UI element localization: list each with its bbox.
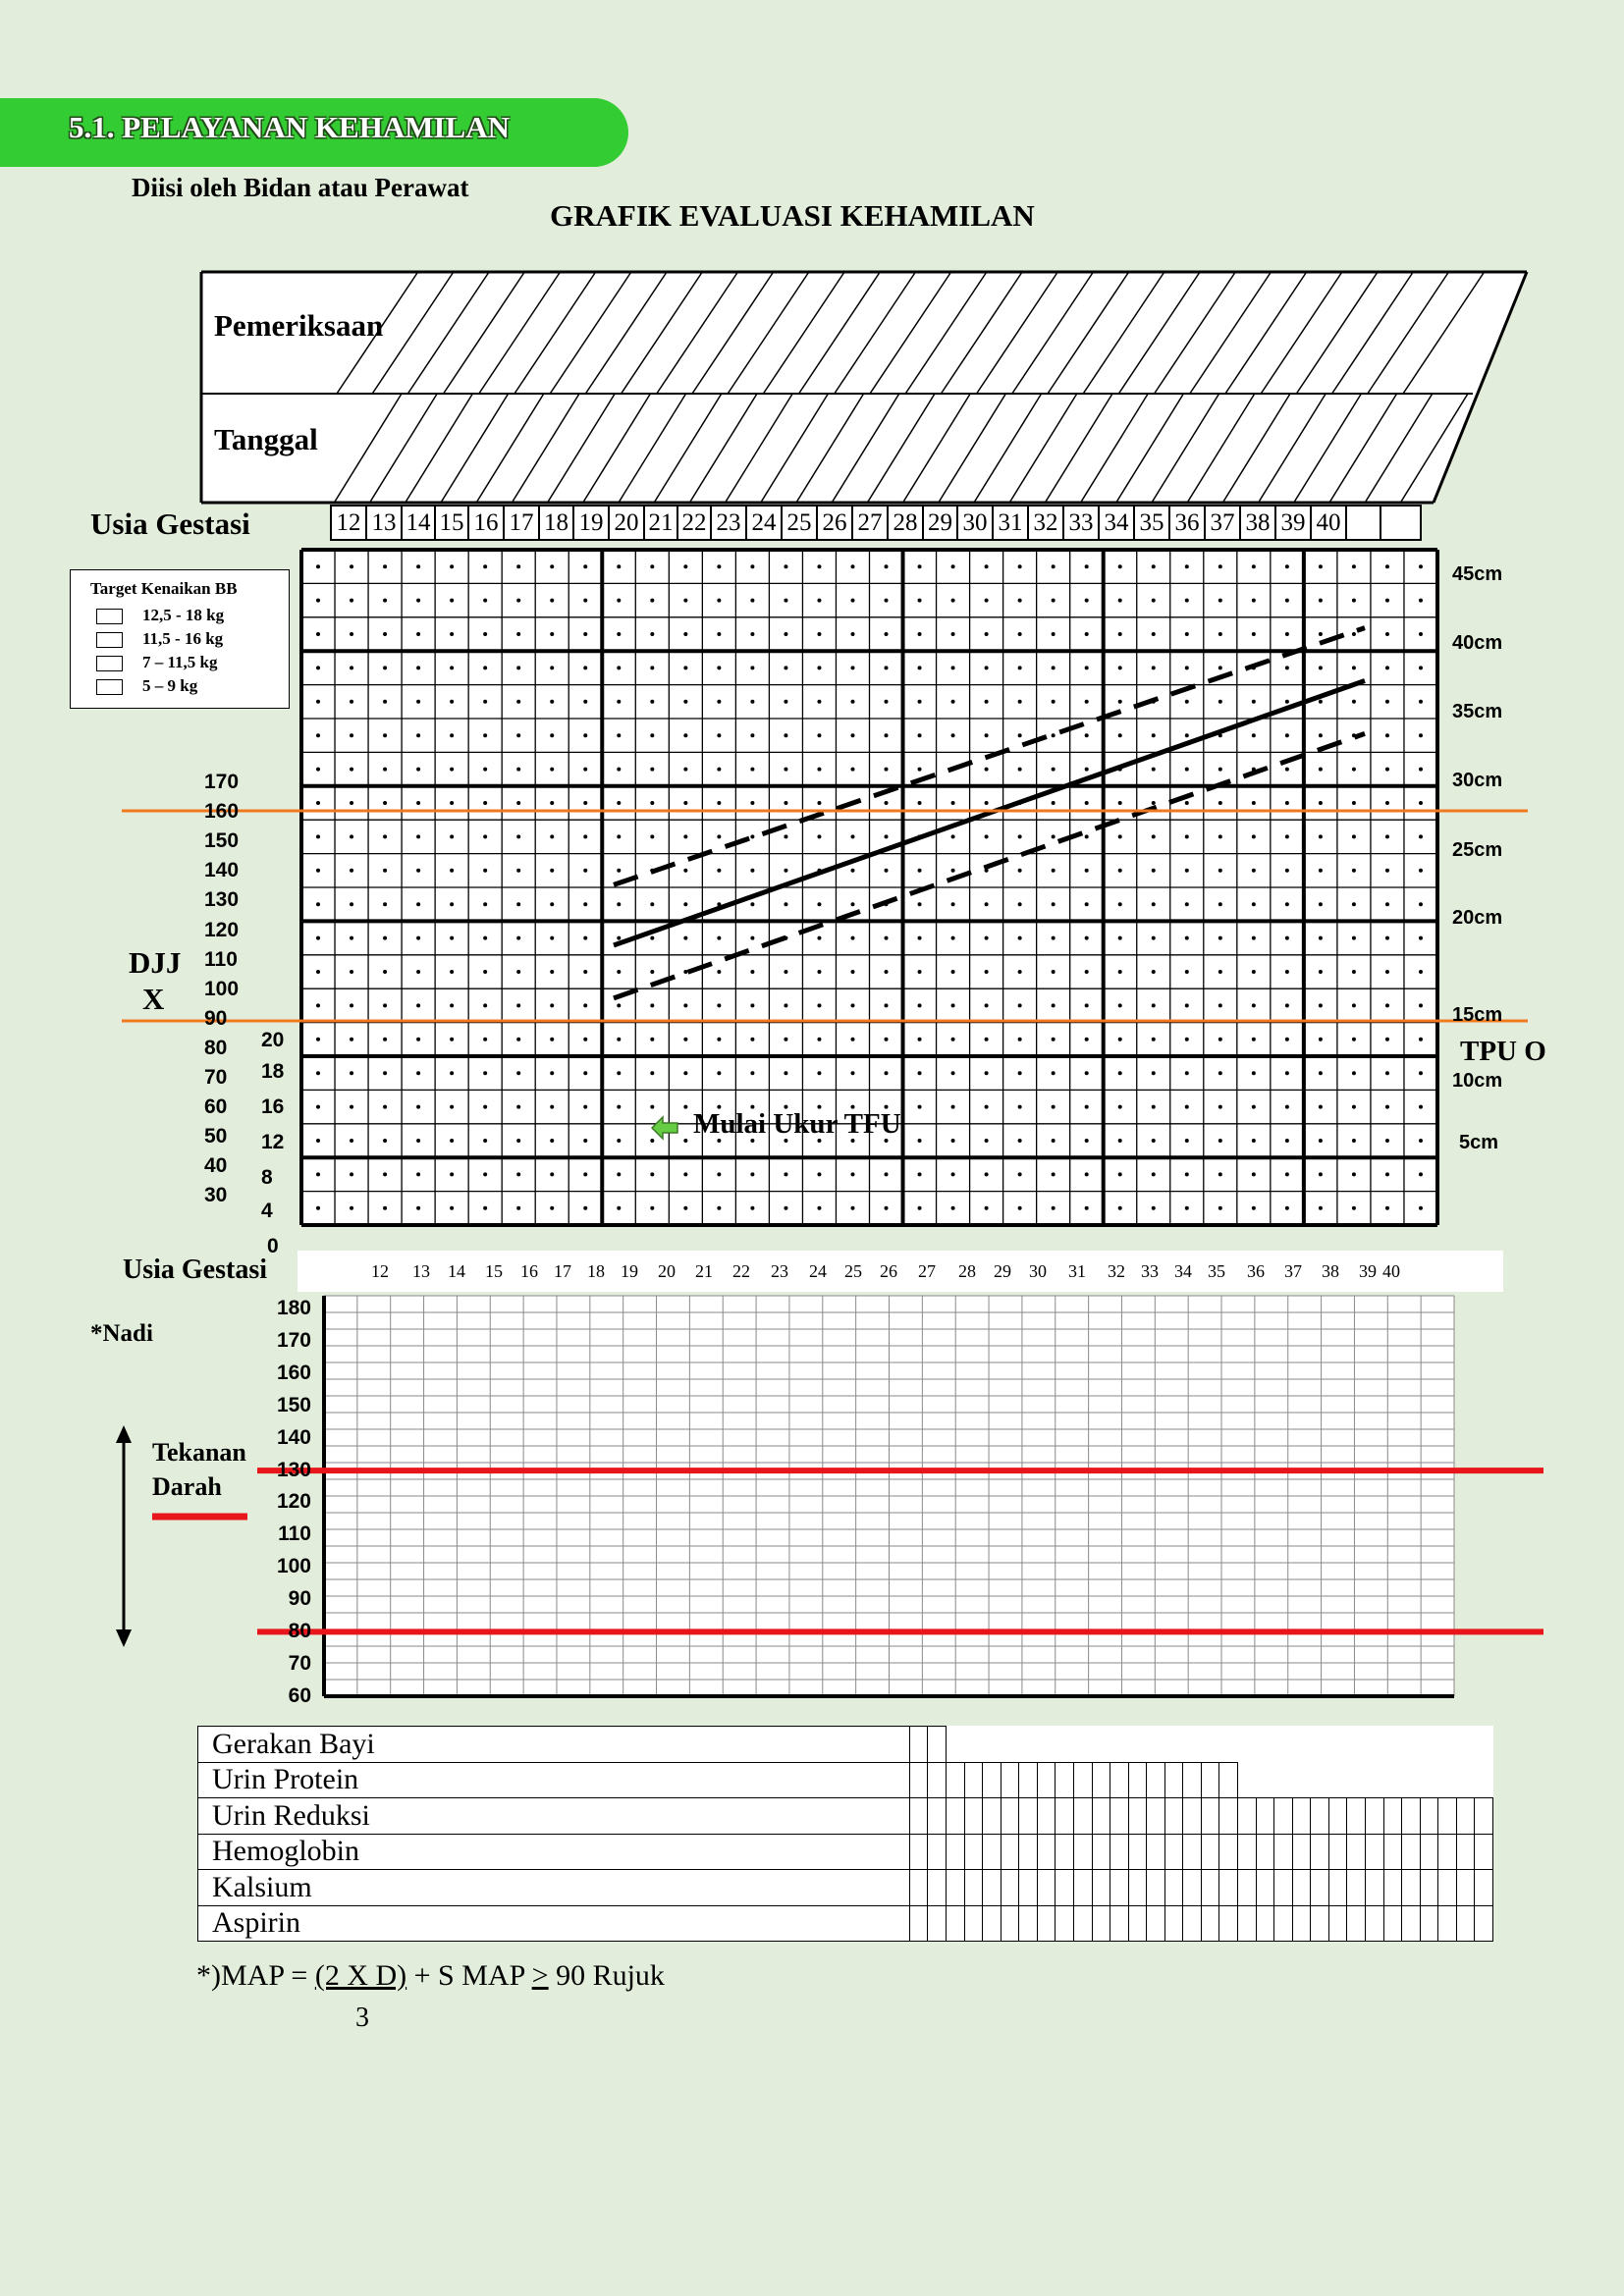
- gestation-week-cell: 16: [467, 505, 505, 541]
- pulse-label: *Nadi: [90, 1320, 153, 1347]
- gestation-week-cell: 24: [745, 505, 783, 541]
- check-cell[interactable]: [1219, 1834, 1238, 1870]
- check-cell[interactable]: [1128, 1762, 1147, 1798]
- gestation-week-cell: 22: [677, 505, 712, 541]
- check-cell[interactable]: [1019, 1762, 1038, 1798]
- check-cell[interactable]: [1056, 1834, 1074, 1870]
- check-cell[interactable]: [1219, 1905, 1238, 1942]
- tfu-tick: 15cm: [1452, 1004, 1503, 1026]
- check-cell[interactable]: [1456, 1798, 1475, 1835]
- check-cell[interactable]: [1056, 1762, 1074, 1798]
- gestation-week-label: 14: [448, 1261, 465, 1281]
- gestation-week-cell: 37: [1204, 505, 1241, 541]
- check-cell[interactable]: [983, 1870, 1001, 1906]
- check-cell[interactable]: [964, 1762, 983, 1798]
- gestation-week-cell: 14: [401, 505, 436, 541]
- check-cell[interactable]: [1402, 1834, 1421, 1870]
- gestation-week-label: 32: [1108, 1261, 1125, 1281]
- gestation-week-cell: 29: [922, 505, 958, 541]
- djj-tick: 160: [204, 800, 240, 824]
- check-cell[interactable]: [1201, 1870, 1219, 1906]
- djj-marker-label: X: [142, 982, 165, 1016]
- gestation-week-label: 30: [1029, 1261, 1047, 1281]
- check-cell[interactable]: [1056, 1798, 1074, 1835]
- djj-tick: 50: [204, 1125, 228, 1148]
- check-cell[interactable]: [1128, 1870, 1147, 1906]
- check-cell[interactable]: [1311, 1905, 1329, 1942]
- check-cell[interactable]: [1164, 1870, 1183, 1906]
- bp-tick: 110: [278, 1522, 311, 1546]
- check-cell[interactable]: [1037, 1905, 1056, 1942]
- gestation-week-label: 22: [732, 1261, 750, 1281]
- check-cell[interactable]: [1365, 1798, 1383, 1835]
- check-cell[interactable]: [947, 1798, 965, 1835]
- gestation-week-label: 28: [958, 1261, 976, 1281]
- gestation-week-cell: 34: [1098, 505, 1135, 541]
- gestation-week-label: 39: [1359, 1261, 1377, 1281]
- check-row-label: Urin Reduksi: [198, 1798, 910, 1835]
- check-cell[interactable]: [1475, 1905, 1493, 1942]
- check-cell[interactable]: [1183, 1762, 1202, 1798]
- djj-tick: 70: [204, 1066, 228, 1089]
- check-cell[interactable]: [1420, 1798, 1438, 1835]
- bp-tick: 100: [276, 1555, 311, 1578]
- gestation-week-cell: 13: [365, 505, 403, 541]
- check-cell[interactable]: [928, 1762, 947, 1798]
- gestation-week-cell: 31: [992, 505, 1029, 541]
- check-cell[interactable]: [1073, 1762, 1092, 1798]
- check-cell[interactable]: [1292, 1905, 1311, 1942]
- gestation-week-cell: 18: [538, 505, 574, 541]
- check-cell[interactable]: [1438, 1870, 1457, 1906]
- check-cell[interactable]: [1092, 1798, 1110, 1835]
- check-cell[interactable]: [964, 1798, 983, 1835]
- check-cell[interactable]: [1347, 1870, 1366, 1906]
- check-cell[interactable]: [928, 1798, 947, 1835]
- gestation-week-label: 37: [1284, 1261, 1302, 1281]
- check-cell[interactable]: [1001, 1762, 1019, 1798]
- section-title: 5.1. PELAYANAN KEHAMILAN: [69, 110, 510, 144]
- check-row: [198, 1834, 1493, 1870]
- check-cell[interactable]: [1238, 1798, 1257, 1835]
- check-cell[interactable]: [983, 1798, 1001, 1835]
- check-cell[interactable]: [1311, 1870, 1329, 1906]
- gestation-week-cell: 33: [1062, 505, 1100, 541]
- map-formula: *)MAP = (2 X D) + S MAP > 90 Rujuk: [196, 1959, 665, 1992]
- weight-tick: 12: [261, 1131, 285, 1153]
- gestation-week-cell: 39: [1274, 505, 1312, 541]
- bp-tick: 150: [276, 1393, 311, 1416]
- check-cell[interactable]: [1037, 1798, 1056, 1835]
- gestation-label: Usia Gestasi: [90, 507, 250, 541]
- tfu-tick: 20cm: [1452, 907, 1503, 929]
- gestation-week-label: 26: [880, 1261, 897, 1281]
- djj-tick: 120: [204, 918, 240, 941]
- check-cell[interactable]: [1383, 1834, 1402, 1870]
- check-cell[interactable]: [1365, 1834, 1383, 1870]
- check-cell[interactable]: [928, 1834, 947, 1870]
- check-cell[interactable]: [1037, 1834, 1056, 1870]
- check-row-label: Kalsium: [198, 1870, 910, 1906]
- check-cell[interactable]: [1201, 1798, 1219, 1835]
- gestation-week-cell: 20: [608, 505, 645, 541]
- weight-tick: 4: [261, 1200, 273, 1222]
- djj-tick: 40: [204, 1154, 228, 1178]
- check-cell[interactable]: [1456, 1905, 1475, 1942]
- check-cell[interactable]: [1438, 1905, 1457, 1942]
- gestation-week-label: 25: [844, 1261, 862, 1281]
- gestation-week-label: 13: [412, 1261, 430, 1281]
- check-cell[interactable]: [1092, 1762, 1110, 1798]
- tfu-tick: 10cm: [1452, 1070, 1503, 1092]
- gestation-week-cell: 26: [816, 505, 853, 541]
- check-cell[interactable]: [1128, 1798, 1147, 1835]
- check-cell[interactable]: [1402, 1870, 1421, 1906]
- check-cell[interactable]: [1183, 1798, 1202, 1835]
- check-cell[interactable]: [947, 1834, 965, 1870]
- check-cell[interactable]: [1147, 1762, 1165, 1798]
- check-cell[interactable]: [1420, 1834, 1438, 1870]
- check-cell[interactable]: [1183, 1905, 1202, 1942]
- bp-tick: 90: [288, 1587, 311, 1611]
- check-cell[interactable]: [1110, 1798, 1129, 1835]
- tfu-start-note: Mulai Ukur TFU: [693, 1108, 901, 1140]
- tfu-tick: 45cm: [1452, 563, 1503, 585]
- check-cell[interactable]: [1420, 1905, 1438, 1942]
- check-cell[interactable]: [928, 1905, 947, 1942]
- page-title: GRAFIK EVALUASI KEHAMILAN: [550, 198, 1035, 233]
- gestation-week-label: 27: [918, 1261, 936, 1281]
- check-cell[interactable]: [1037, 1870, 1056, 1906]
- check-cell[interactable]: [909, 1870, 928, 1906]
- check-cell[interactable]: [909, 1834, 928, 1870]
- gestation-week-cell: 38: [1239, 505, 1276, 541]
- gestation-week-label: 38: [1322, 1261, 1339, 1281]
- check-row: [198, 1762, 1493, 1798]
- djj-tick: 110: [204, 947, 238, 971]
- check-row-label: Gerakan Bayi: [198, 1727, 910, 1763]
- check-cell[interactable]: [1110, 1870, 1129, 1906]
- check-cell[interactable]: [1347, 1905, 1366, 1942]
- check-cell[interactable]: [1256, 1870, 1274, 1906]
- check-cell[interactable]: [964, 1905, 983, 1942]
- legend-item: 5 – 9 kg: [96, 676, 197, 696]
- check-cell[interactable]: [964, 1834, 983, 1870]
- check-cell[interactable]: [964, 1870, 983, 1906]
- gestation-week-cell: 23: [710, 505, 747, 541]
- gestation-week-cell: 12: [330, 505, 367, 541]
- check-cell[interactable]: [1274, 1905, 1293, 1942]
- check-cell[interactable]: [1219, 1762, 1238, 1798]
- check-cell[interactable]: [983, 1762, 1001, 1798]
- check-cell[interactable]: [1328, 1905, 1347, 1942]
- bp-label-line2: Darah: [152, 1472, 222, 1501]
- weight-tick: 0: [267, 1235, 279, 1257]
- check-row-label: Aspirin: [198, 1905, 910, 1942]
- check-cell[interactable]: [1110, 1762, 1129, 1798]
- check-cell[interactable]: [1001, 1870, 1019, 1906]
- date-label: Tanggal: [214, 422, 318, 456]
- djj-tick: 100: [204, 977, 240, 1000]
- check-cell[interactable]: [1073, 1834, 1092, 1870]
- check-cell[interactable]: [1110, 1834, 1129, 1870]
- check-cell[interactable]: [909, 1798, 928, 1835]
- check-cell[interactable]: [1274, 1870, 1293, 1906]
- check-cell[interactable]: [1164, 1905, 1183, 1942]
- check-row: [198, 1905, 1493, 1942]
- check-cell[interactable]: [1219, 1798, 1238, 1835]
- subtitle: Diisi oleh Bidan atau Perawat: [132, 173, 469, 202]
- check-cell[interactable]: [1274, 1798, 1293, 1835]
- check-cell[interactable]: [1383, 1870, 1402, 1906]
- check-cell[interactable]: [1037, 1762, 1056, 1798]
- check-cell[interactable]: [1147, 1905, 1165, 1942]
- check-cell[interactable]: [909, 1905, 928, 1942]
- page-number: 3: [355, 2002, 369, 2033]
- check-cell[interactable]: [1238, 1834, 1257, 1870]
- exam-label: Pemeriksaan: [214, 308, 384, 343]
- check-cell[interactable]: [1292, 1834, 1311, 1870]
- check-cell[interactable]: [1056, 1905, 1074, 1942]
- bp-tick: 140: [276, 1425, 311, 1449]
- check-cell[interactable]: [1147, 1870, 1165, 1906]
- check-cell[interactable]: [1164, 1798, 1183, 1835]
- gestation-week-cell: 17: [503, 505, 540, 541]
- bp-tick: 170: [276, 1328, 311, 1352]
- check-cell[interactable]: [1001, 1905, 1019, 1942]
- check-cell[interactable]: [1456, 1870, 1475, 1906]
- gestation-week-label: 24: [809, 1261, 827, 1281]
- gestation-week-label: 31: [1068, 1261, 1086, 1281]
- gestation-week-cell: 21: [643, 505, 678, 541]
- tfu-tick: 25cm: [1452, 839, 1503, 861]
- check-cell[interactable]: [1019, 1905, 1038, 1942]
- bp-tick: 70: [288, 1651, 311, 1675]
- check-cell[interactable]: [1292, 1798, 1311, 1835]
- bp-tick: 80: [288, 1620, 311, 1642]
- check-cell[interactable]: [1475, 1870, 1493, 1906]
- check-cell[interactable]: [1402, 1905, 1421, 1942]
- weight-tick: 20: [261, 1029, 285, 1051]
- djj-tick: 60: [204, 1095, 228, 1119]
- check-cell[interactable]: [947, 1870, 965, 1906]
- bp-label-line1: Tekanan: [152, 1438, 246, 1467]
- check-cell[interactable]: [1073, 1905, 1092, 1942]
- check-cell[interactable]: [1256, 1834, 1274, 1870]
- check-cell[interactable]: [1147, 1834, 1165, 1870]
- gestation-week-cell: 27: [851, 505, 889, 541]
- checks-table: [197, 1726, 1493, 1942]
- gestation-week-label: 23: [771, 1261, 788, 1281]
- check-cell[interactable]: [1311, 1798, 1329, 1835]
- legend-item: 11,5 - 16 kg: [96, 629, 223, 649]
- check-cell[interactable]: [1311, 1834, 1329, 1870]
- weight-tick: 8: [261, 1166, 273, 1189]
- check-cell[interactable]: [983, 1905, 1001, 1942]
- check-cell[interactable]: [1128, 1905, 1147, 1942]
- bp-tick: 60: [288, 1683, 311, 1707]
- check-cell[interactable]: [1001, 1834, 1019, 1870]
- gestation-week-label: 18: [587, 1261, 605, 1281]
- gestation-week-cell: 15: [434, 505, 469, 541]
- check-cell[interactable]: [1238, 1870, 1257, 1906]
- gestation-week-cell: 36: [1168, 505, 1206, 541]
- bp-tick: 120: [276, 1490, 311, 1514]
- check-cell[interactable]: [1073, 1798, 1092, 1835]
- check-cell[interactable]: [1328, 1870, 1347, 1906]
- djj-tick: 130: [204, 888, 240, 912]
- check-cell[interactable]: [1347, 1834, 1366, 1870]
- check-cell[interactable]: [1420, 1870, 1438, 1906]
- check-cell[interactable]: [1219, 1870, 1238, 1906]
- gestation-label-2: Usia Gestasi: [123, 1255, 267, 1285]
- check-cell[interactable]: [1201, 1905, 1219, 1942]
- check-cell[interactable]: [1274, 1834, 1293, 1870]
- check-cell[interactable]: [1292, 1870, 1311, 1906]
- djj-tick: 140: [204, 859, 240, 882]
- check-cell[interactable]: [1183, 1870, 1202, 1906]
- check-cell[interactable]: [1001, 1798, 1019, 1835]
- gestation-week-label: 16: [520, 1261, 538, 1281]
- legend-title: Target Kenaikan BB: [90, 579, 238, 598]
- tfu-tick: 30cm: [1452, 770, 1503, 791]
- gestation-week-label: 35: [1208, 1261, 1225, 1281]
- check-row: [198, 1870, 1493, 1906]
- bp-tick: 130: [276, 1458, 311, 1481]
- check-cell[interactable]: [1365, 1905, 1383, 1942]
- check-cell[interactable]: [1402, 1798, 1421, 1835]
- check-cell[interactable]: [1438, 1798, 1457, 1835]
- tfu-tick: 5cm: [1459, 1132, 1499, 1153]
- check-cell[interactable]: [1164, 1762, 1183, 1798]
- weight-tick: 16: [261, 1095, 285, 1118]
- gestation-week-cell: 19: [572, 505, 610, 541]
- tfu-tick: 40cm: [1452, 632, 1503, 654]
- check-row: [198, 1798, 1493, 1835]
- check-cell[interactable]: [928, 1870, 947, 1906]
- legend-item: 12,5 - 18 kg: [96, 606, 224, 625]
- djj-tick: 150: [204, 829, 240, 853]
- check-cell[interactable]: [1475, 1798, 1493, 1835]
- check-cell[interactable]: [1183, 1834, 1202, 1870]
- check-cell[interactable]: [1456, 1834, 1475, 1870]
- check-cell[interactable]: [1092, 1905, 1110, 1942]
- check-cell[interactable]: [1365, 1870, 1383, 1906]
- tpu-label: TPU O: [1460, 1036, 1546, 1067]
- check-cell[interactable]: [1256, 1798, 1274, 1835]
- gestation-week-label: 12: [371, 1261, 389, 1281]
- check-cell[interactable]: [947, 1762, 965, 1798]
- bp-tick: 160: [276, 1361, 311, 1384]
- bp-tick: 180: [276, 1297, 311, 1319]
- check-cell[interactable]: [983, 1834, 1001, 1870]
- check-cell[interactable]: [1328, 1798, 1347, 1835]
- gestation-week-label: 33: [1141, 1261, 1159, 1281]
- check-cell[interactable]: [1019, 1870, 1038, 1906]
- gestation-week-cell: 30: [956, 505, 994, 541]
- check-cell[interactable]: [1128, 1834, 1147, 1870]
- gestation-week-label: 40: [1382, 1261, 1400, 1281]
- check-cell[interactable]: [1328, 1834, 1347, 1870]
- check-cell[interactable]: [1110, 1905, 1129, 1942]
- check-cell[interactable]: [1201, 1762, 1219, 1798]
- gestation-week-cell: 25: [781, 505, 818, 541]
- check-cell[interactable]: [1256, 1905, 1274, 1942]
- check-cell[interactable]: [1238, 1905, 1257, 1942]
- check-row: [198, 1727, 1493, 1763]
- weight-tick: 18: [261, 1060, 285, 1083]
- gestation-week-cell: 32: [1027, 505, 1064, 541]
- tfu-tick: 35cm: [1452, 701, 1503, 722]
- check-row-label: Hemoglobin: [198, 1834, 910, 1870]
- check-cell[interactable]: [1383, 1798, 1402, 1835]
- gestation-week-label: 29: [994, 1261, 1011, 1281]
- gestation-week-label: 15: [485, 1261, 503, 1281]
- check-cell[interactable]: [1019, 1834, 1038, 1870]
- check-cell[interactable]: [1383, 1905, 1402, 1942]
- check-cell[interactable]: [1073, 1870, 1092, 1906]
- check-cell[interactable]: [1019, 1798, 1038, 1835]
- check-cell[interactable]: [1347, 1798, 1366, 1835]
- gestation-week-label: 20: [658, 1261, 676, 1281]
- check-cell[interactable]: [909, 1762, 928, 1798]
- check-cell[interactable]: [947, 1905, 965, 1942]
- gestation-week-label: 36: [1247, 1261, 1265, 1281]
- gestation-week-label: 21: [695, 1261, 713, 1281]
- gestation-week-cell: 40: [1310, 505, 1347, 541]
- check-cell[interactable]: [1201, 1834, 1219, 1870]
- check-cell[interactable]: [1147, 1798, 1165, 1835]
- djj-tick: 90: [204, 1006, 228, 1030]
- check-cell[interactable]: [909, 1727, 928, 1763]
- check-cell[interactable]: [1475, 1834, 1493, 1870]
- djj-tick: 30: [204, 1184, 228, 1207]
- gestation-week-label: 19: [621, 1261, 638, 1281]
- check-cell[interactable]: [1056, 1870, 1074, 1906]
- djj-label: DJJ: [129, 945, 182, 980]
- check-cell[interactable]: [1092, 1834, 1110, 1870]
- legend-item: 7 – 11,5 kg: [96, 653, 218, 672]
- check-cell[interactable]: [928, 1727, 947, 1763]
- check-cell[interactable]: [1092, 1870, 1110, 1906]
- djj-tick: 80: [204, 1036, 228, 1059]
- check-row-label: Urin Protein: [198, 1762, 910, 1798]
- gestation-week-cell: 28: [887, 505, 924, 541]
- gestation-week-label: 34: [1174, 1261, 1192, 1281]
- check-cell[interactable]: [1164, 1834, 1183, 1870]
- djj-tick: 170: [204, 771, 240, 793]
- gestation-week-cell: 35: [1133, 505, 1170, 541]
- check-cell[interactable]: [1438, 1834, 1457, 1870]
- gestation-week-label: 17: [554, 1261, 571, 1281]
